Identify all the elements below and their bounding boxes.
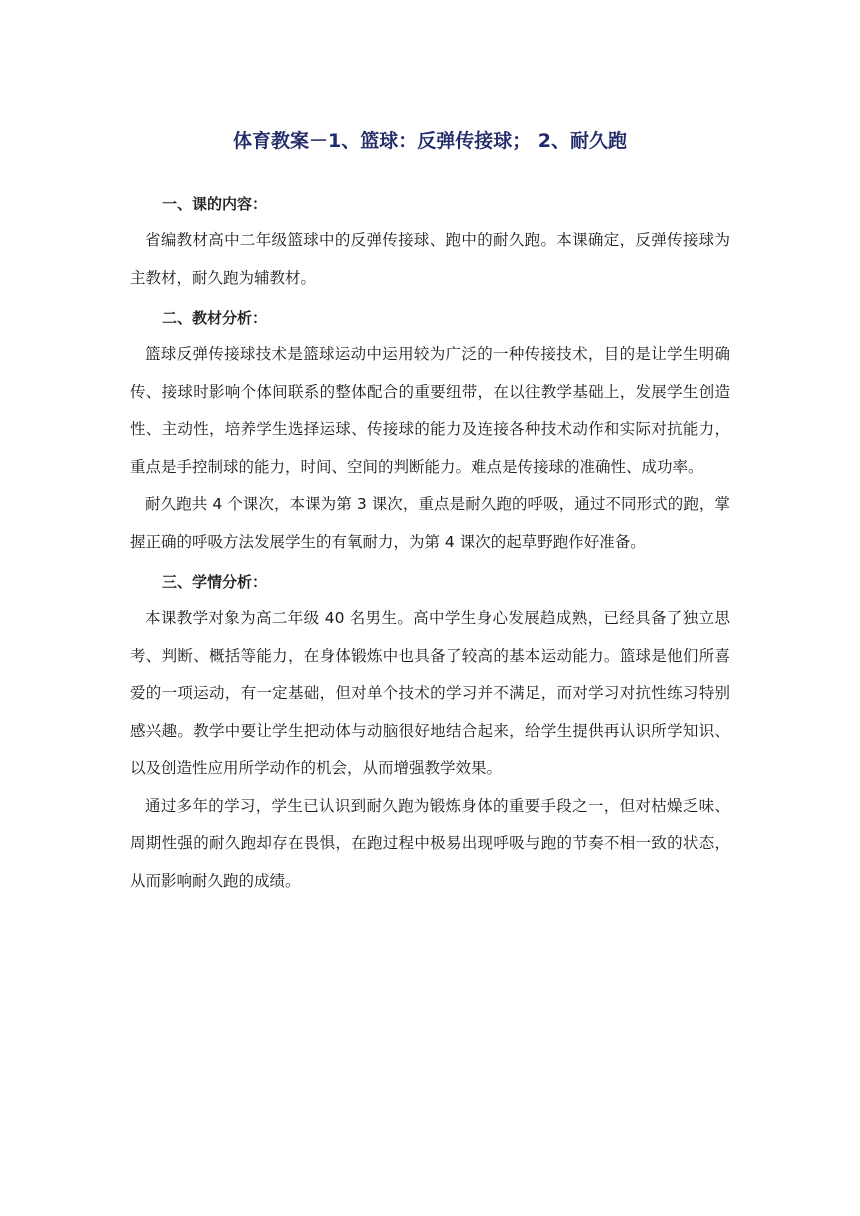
paragraph-content: 省编教材高中二年级篮球中的反弹传接球、跑中的耐久跑。本课确定，反弹传接球为主教材，耐久跑为辅教材。 <box>130 231 730 287</box>
section-heading-student-analysis: 三、学情分析： <box>162 573 268 591</box>
document-body <box>130 186 730 900</box>
section-heading-content: 一、课的内容： <box>162 195 268 213</box>
paragraph-basketball-analysis: 篮球反弹传接球技术是篮球运动中运用较为广泛的一种传接技术，目的是让学生明确传、接球时影响个体间联系的整体配合的重要纽带，在以往教学基础上，发展学生创造性、主动性，培养学生选择运球、传接球的能力及连接各种技术动作和实际对抗能力，重点是手控制球的能力，时间、空间的判断能力。难点是传接球的准确性、成功率。 <box>130 345 730 476</box>
paragraph-student-basketball: 本课教学对象为高二年级 40 名男生。高中学生身心发展趋成熟，已经具备了独立思考、判断、概括等能力，在身体锻炼中也具备了较高的基本运动能力。篮球是他们所喜爱的一项运动，有一定基础，但对单个技术的学习并不满足，而对学习对抗性练习特别感兴趣。教学中要让学生把动体与动脑很好地结合起来，给学生提供再认识所学知识、以及创造性应用所学动作的机会，从而增强教学效果。 <box>130 609 730 777</box>
document-title: 体育教案－1、篮球：反弹传接球； 2、耐久跑 <box>232 130 628 152</box>
section-heading-material-analysis: 二、教材分析： <box>162 309 268 327</box>
paragraph-student-endurance: 通过多年的学习，学生已认识到耐久跑为锻炼身体的重要手段之一，但对枯燥乏味、周期性强的耐久跑却存在畏惧，在跑过程中极易出现呼吸与跑的节奏不相一致的状态，从而影响耐久跑的成绩。 <box>130 796 730 890</box>
paragraph-endurance-analysis: 耐久跑共 4 个课次，本课为第 3 课次，重点是耐久跑的呼吸，通过不同形式的跑，掌握正确的呼吸方法发展学生的有氧耐力，为第 4 课次的起草野跑作好准备。 <box>130 495 730 551</box>
